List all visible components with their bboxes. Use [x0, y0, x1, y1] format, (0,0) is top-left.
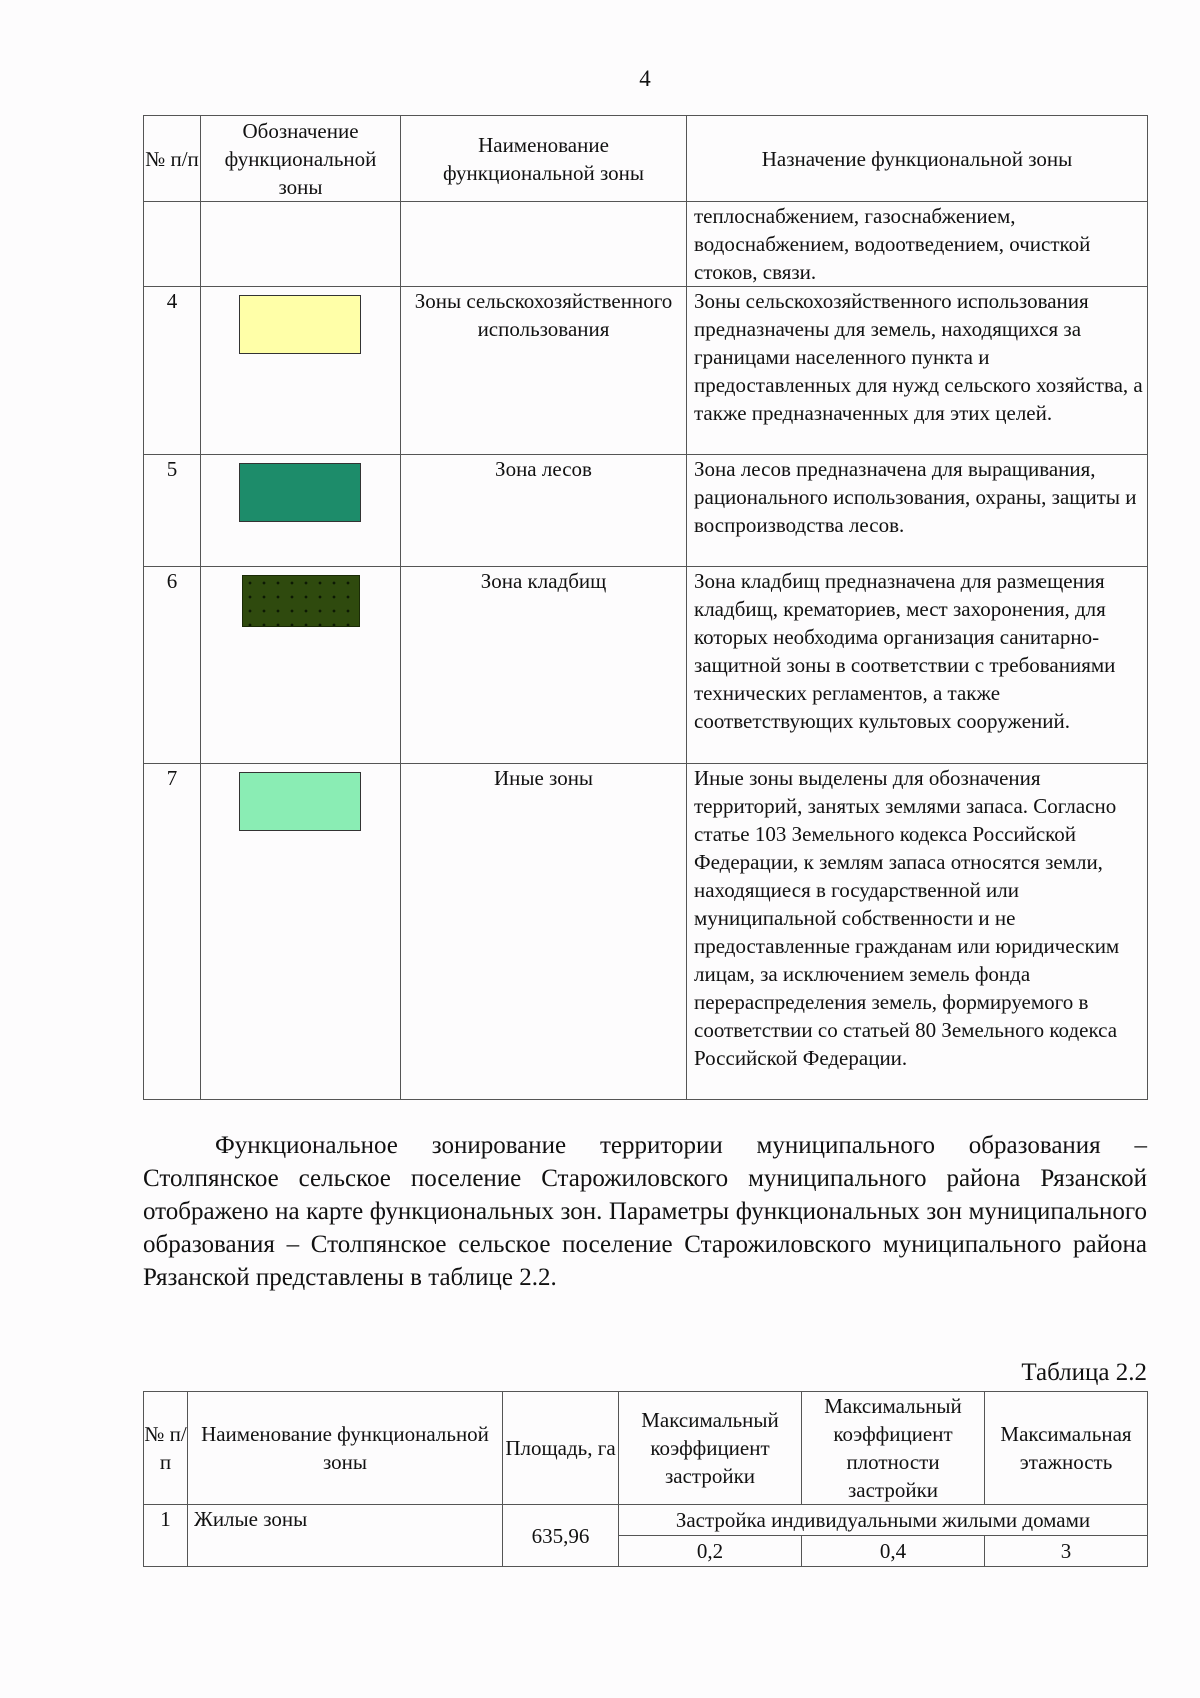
zone-purpose: Зона лесов предназначена для выращивания, рационального использования, охраны, защиты и воспроизводства лесов.	[687, 455, 1148, 567]
table-row	[144, 764, 1148, 1100]
table-row	[144, 567, 1148, 764]
zone-name: Зоны сельскохозяйственного использования	[401, 287, 687, 455]
zone-name: Иные зоны	[401, 764, 687, 1100]
continuation-row	[144, 202, 1148, 287]
other-zone-swatch	[239, 772, 361, 831]
max-floors-value: 3	[985, 1536, 1148, 1567]
header-max-density: Максимальный коэффициент плотности застройки	[802, 1392, 985, 1505]
row-num: 6	[144, 567, 201, 764]
functional-zones-table	[143, 115, 1148, 1100]
symbol-cell	[201, 567, 401, 764]
zone-subtype: Застройка индивидуальными жилыми домами	[619, 1505, 1148, 1536]
zone-purpose: Иные зоны выделены для обозначения территорий, занятых землями запаса. Согласно статье 103 Земельного кодекса Российской Федерации, к землям запаса относятся земли, находящиеся в государственной или муниципальной собственности и не предоставленные гражданам или юридическим лицам, за исключением земель фонда перераспределения земель, формируемого в соответствии со статьей 80 Земельного кодекса Российской Федерации.	[687, 764, 1148, 1100]
header-row	[144, 116, 1148, 202]
row-num: 7	[144, 764, 201, 1100]
header-symbol: Обозначение функциональной зоны	[201, 116, 401, 202]
row-num: 5	[144, 455, 201, 567]
symbol-cell	[201, 455, 401, 567]
continuation-purpose: теплоснабжением, газоснабжением, водоснабжением, водоотведением, очисткой стоков, связи.	[687, 202, 1148, 287]
continuation-symbol-cell	[201, 202, 401, 287]
table-row	[144, 1505, 1148, 1536]
header-zone-name: Наименование функциональной зоны	[188, 1392, 503, 1505]
header-max-floors: Максимальная этажность	[985, 1392, 1148, 1505]
zone-area: 635,96	[503, 1505, 619, 1567]
zone-name: Жилые зоны	[188, 1505, 503, 1567]
row-num: 4	[144, 287, 201, 455]
max-coverage-value: 0,2	[619, 1536, 802, 1567]
header-row	[144, 1392, 1148, 1505]
zone-name: Зона кладбищ	[401, 567, 687, 764]
table-row	[144, 455, 1148, 567]
header-area: Площадь, га	[503, 1392, 619, 1505]
symbol-cell	[201, 764, 401, 1100]
continuation-num-cell	[144, 202, 201, 287]
header-purpose: Назначение функциональной зоны	[687, 116, 1148, 202]
forest-zone-swatch	[239, 463, 361, 522]
header-num: № п/п	[144, 1392, 188, 1505]
zone-purpose: Зона кладбищ предназначена для размещения кладбищ, крематориев, мест захоронения, для которых необходима организация санитарно-защитной зоны в соответствии с требованиями технических регламентов, а также соответствующих культовых сооружений.	[687, 567, 1148, 764]
zone-purpose: Зоны сельскохозяйственного использования предназначены для земель, находящихся за границами населенного пункта и предоставленных для нужд сельского хозяйства, а также предназначенных для этих целей.	[687, 287, 1148, 455]
max-density-value: 0,4	[802, 1536, 985, 1567]
body-paragraph: Функциональное зонирование территории муниципального образования – Столпянское сельское поселение Старожиловского муниципального района Рязанской отображено на карте функциональных зон. Параметры функциональных зон муниципального образования – Столпянское сельское поселение Старожиловского муниципального района Рязанской представлены в таблице 2.2.	[143, 1132, 1147, 1291]
agricultural-zone-swatch	[239, 295, 361, 354]
symbol-cell	[201, 287, 401, 455]
header-max-coverage: Максимальный коэффициент застройки	[619, 1392, 802, 1505]
header-zone-name: Наименование функциональной зоны	[401, 116, 687, 202]
zone-name: Зона лесов	[401, 455, 687, 567]
cemetery-zone-swatch	[242, 575, 360, 627]
table-caption: Таблица 2.2	[1021, 1359, 1147, 1386]
row-num: 1	[144, 1505, 188, 1567]
table-row	[144, 287, 1148, 455]
page-number: 4	[639, 66, 651, 91]
continuation-name-cell	[401, 202, 687, 287]
zone-parameters-table	[143, 1391, 1148, 1567]
header-num: № п/п	[144, 116, 201, 202]
